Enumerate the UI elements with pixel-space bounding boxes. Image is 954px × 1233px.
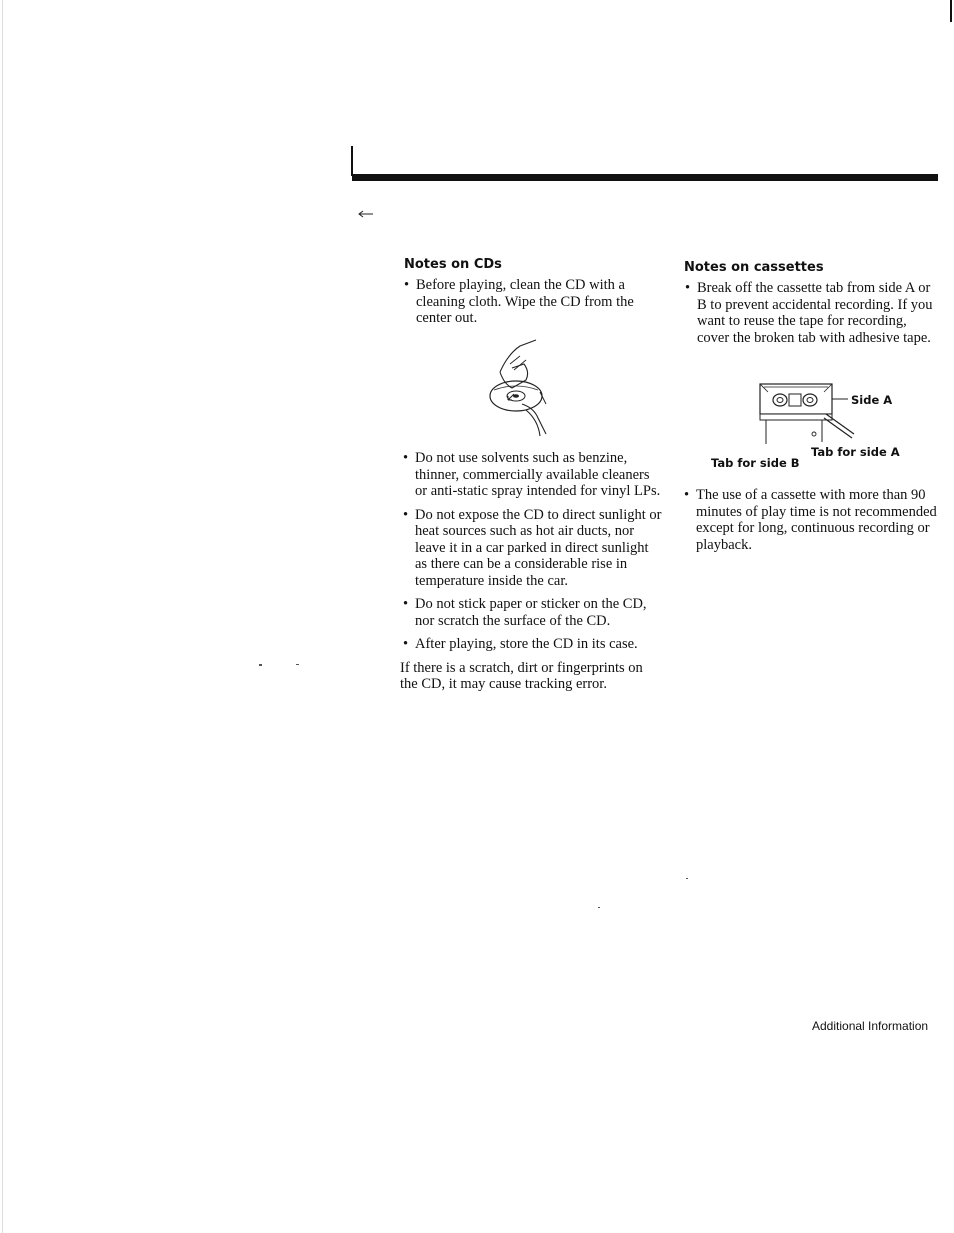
cassettes-heading-block [684, 260, 944, 275]
cassettes-heading: Notes on cassettes [684, 260, 824, 275]
cassettes-bullet-list [682, 487, 940, 560]
header-rule [352, 174, 938, 181]
cd-cleaning-illustration [486, 334, 566, 438]
cds-bullet-item: • After playing, store the CD in its case. [401, 636, 663, 653]
cds-bullet-item: • Do not use solvents such as benzine, thinner, commercially available cleaners or anti-static spray intended for vinyl LPs. [401, 450, 663, 500]
cds-closing-note: If there is a scratch, dirt or fingerprints on the CD, it may cause tracking error. [400, 659, 643, 692]
scan-speck [598, 907, 600, 908]
label-side-a: Side A [851, 393, 893, 407]
scan-speck [686, 878, 688, 879]
label-tab-for-side-a: Tab for side A [811, 445, 900, 459]
cds-heading-block [404, 257, 664, 272]
scan-speck [259, 664, 262, 666]
cds-heading: Notes on CDs [404, 257, 502, 272]
cds-bullet-list [401, 450, 663, 693]
cds-bullet-item: • Before playing, clean the CD with a cleaning cloth. Wipe the CD from the center out. [402, 277, 660, 327]
page-edge-mark [950, 0, 952, 22]
label-tab-for-side-b: Tab for side B [711, 456, 800, 470]
cds-bullet-item: • Do not stick paper or sticker on the CD, nor scratch the surface of the CD. [401, 596, 663, 629]
page-edge-left [2, 0, 3, 1233]
arrow-mark-icon [358, 210, 374, 218]
header-rule-tick [351, 146, 353, 176]
cassettes-bullet-first [683, 280, 941, 353]
cassette-tab-illustration [756, 378, 860, 444]
cassettes-bullet-item: • Break off the cassette tab from side A or B to prevent accidental recording. If you want to reuse the tape for recording, cover the broken tab with adhesive tape. [683, 280, 941, 346]
footer-section-label: Additional Information [812, 1019, 929, 1033]
cds-bullet-first [402, 277, 660, 334]
scan-speck [296, 664, 299, 665]
cassettes-bullet-item: • The use of a cassette with more than 90 minutes of play time is not recommended except for long, continuous recording or playback. [682, 487, 940, 553]
cds-bullet-item: • Do not expose the CD to direct sunlight or heat sources such as hot air ducts, nor leave it in a car parked in direct sunlight as there can be a considerable rise in temperature inside the car. [401, 507, 663, 590]
